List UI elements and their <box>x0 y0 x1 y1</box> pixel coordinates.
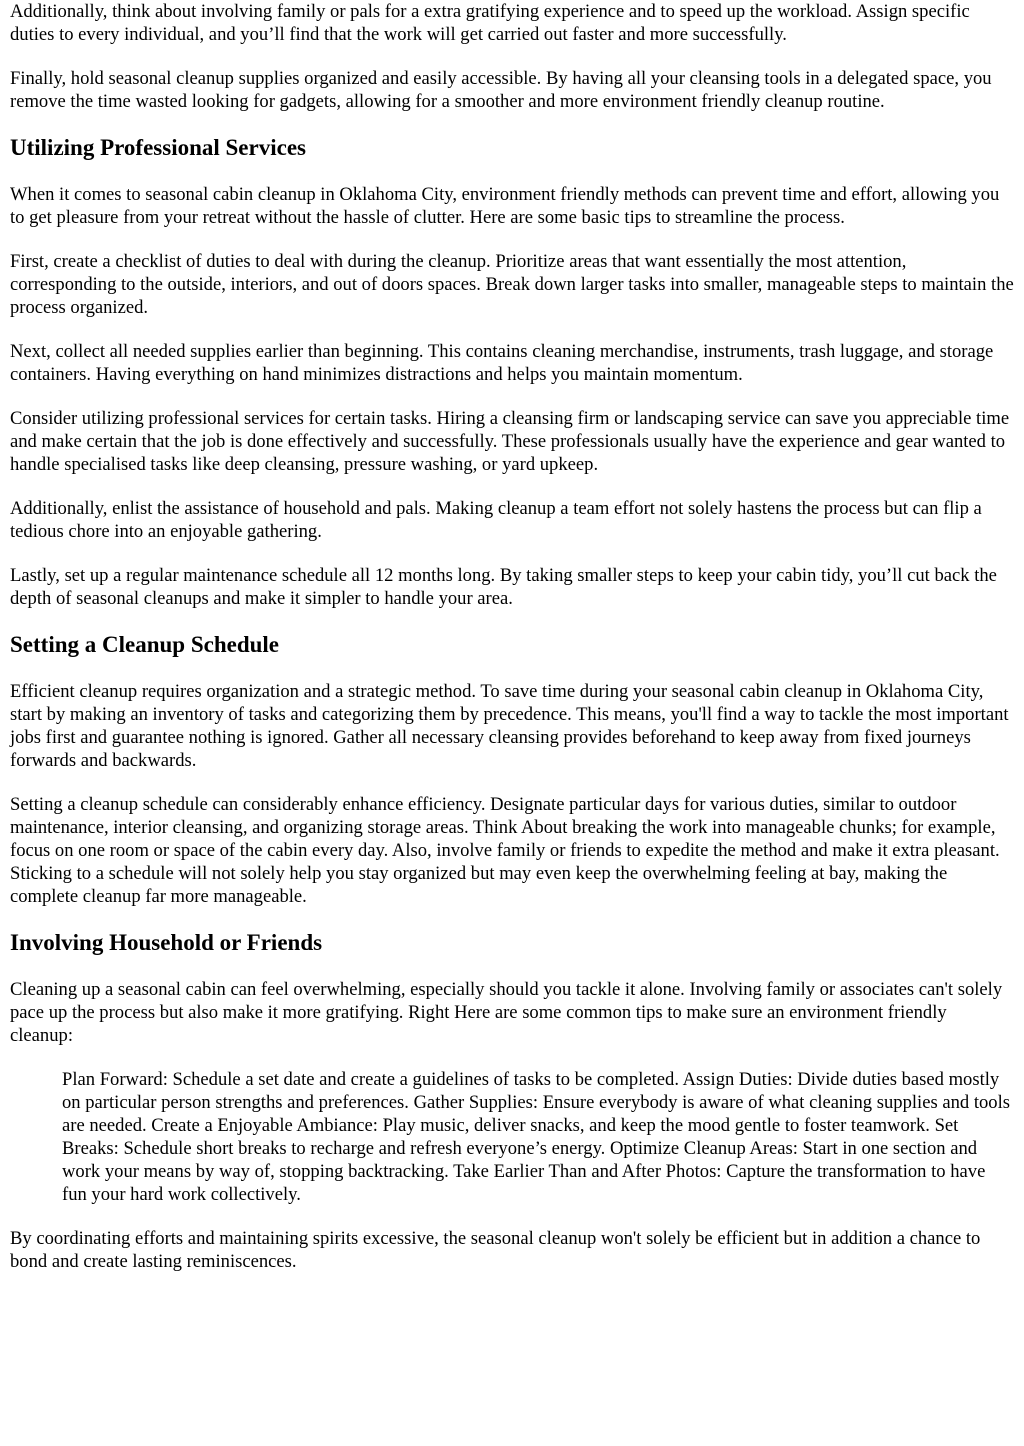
section2-paragraph-1: Efficient cleanup requires organization and a strategic method. To save time during your seasonal cabin cleanup in Oklahoma City, start by making an inventory of tasks and categorizing them by precedence. This means, you'll find a way to tackle the most important jobs first and guarantee nothing is ignored. Gather all necessary cleansing provides beforehand to keep away from fixed journeys forwards and backwards. <box>10 681 1009 771</box>
closing-paragraph: By coordinating efforts and maintaining spirits excessive, the seasonal cleanup won't solely be efficient but in addition a chance to bond and create lasting reminiscences. <box>10 1228 981 1272</box>
section-heading-household-friends: Involving Household or Friends <box>10 930 323 955</box>
section1-paragraph-6: Lastly, set up a regular maintenance schedule all 12 months long. By taking smaller steps to keep your cabin tidy, you’ll cut back the depth of seasonal cleanups and make it simpler to handle your area. <box>10 565 997 609</box>
tips-blockquote: Plan Forward: Schedule a set date and create a guidelines of tasks to be completed. Assign Duties: Divide duties based mostly on particular person strengths and preferences. Gather Supplies: Ensure everybody is aware of what cleaning supplies and tools are needed. Create a Enjoyable Ambiance: Play music, deliver snacks, and keep the mood gentle to foster teamwork. Set Breaks: Schedule short breaks to recharge and refresh everyone’s energy. Optimize Cleanup Areas: Start in one section and work your means by way of, stopping backtracking. Take Earlier Than and After Photos: Capture the transformation to have fun your hard work collectively. <box>62 1069 1010 1205</box>
section1-paragraph-1: When it comes to seasonal cabin cleanup in Oklahoma City, environment friendly methods can prevent time and effort, allowing you to get pleasure from your retreat without the hassle of clutter. Here are some basic tips to streamline the process. <box>10 184 1000 228</box>
section1-paragraph-4: Consider utilizing professional services for certain tasks. Hiring a cleansing firm or landscaping service can save you appreciable time and make certain that the job is done effectively and successfully. These professionals usually have the experience and gear wanted to handle specialised tasks like deep cleansing, pressure washing, or yard upkeep. <box>10 408 1010 475</box>
section1-paragraph-5: Additionally, enlist the assistance of household and pals. Making cleanup a team effort not solely hastens the process but can flip a tedious chore into an enjoyable gathering. <box>10 498 982 542</box>
section3-paragraph: Cleaning up a seasonal cabin can feel overwhelming, especially should you tackle it alone. Involving family or associates can't solely pace up the process but also make it more gratifying. Right Here are some common tips to make sure an environment friendly cleanup: <box>10 979 1003 1046</box>
intro-paragraph-2: Finally, hold seasonal cleanup supplies organized and easily accessible. By having all your cleansing tools in a delegated space, you remove the time wasted looking for gadgets, allowing for a smoother and more environment friendly cleanup routine. <box>10 68 992 112</box>
section1-paragraph-3: Next, collect all needed supplies earlier than beginning. This contains cleaning merchandise, instruments, trash luggage, and storage containers. Having everything on hand minimizes distractions and helps you maintain momentum. <box>10 341 994 385</box>
intro-paragraph-1: Additionally, think about involving family or pals for a extra gratifying experience and to speed up the workload. Assign specific duties to every individual, and you’ll find that the work will get carried out faster and more successfully. <box>10 1 970 45</box>
section-heading-professional-services: Utilizing Professional Services <box>10 135 306 160</box>
section-heading-cleanup-schedule: Setting a Cleanup Schedule <box>10 632 280 657</box>
section2-paragraph-2: Setting a cleanup schedule can considerably enhance efficiency. Designate particular days for various duties, similar to outdoor maintenance, interior cleansing, and organizing storage areas. Think About breaking the work into manageable chunks; for example, focus on one room or space of the cabin every day. Also, involve family or friends to expedite the method and make it extra pleasant. Sticking to a schedule will not solely help you stay organized but may even keep the overwhelming feeling at bay, making the complete cleanup far more manageable. <box>10 794 1000 907</box>
section1-paragraph-2: First, create a checklist of duties to deal with during the cleanup. Prioritize areas that want essentially the most attention, corresponding to the outside, interiors, and out of doors spaces. Break down larger tasks into smaller, manageable steps to maintain the process organized. <box>10 251 1014 318</box>
